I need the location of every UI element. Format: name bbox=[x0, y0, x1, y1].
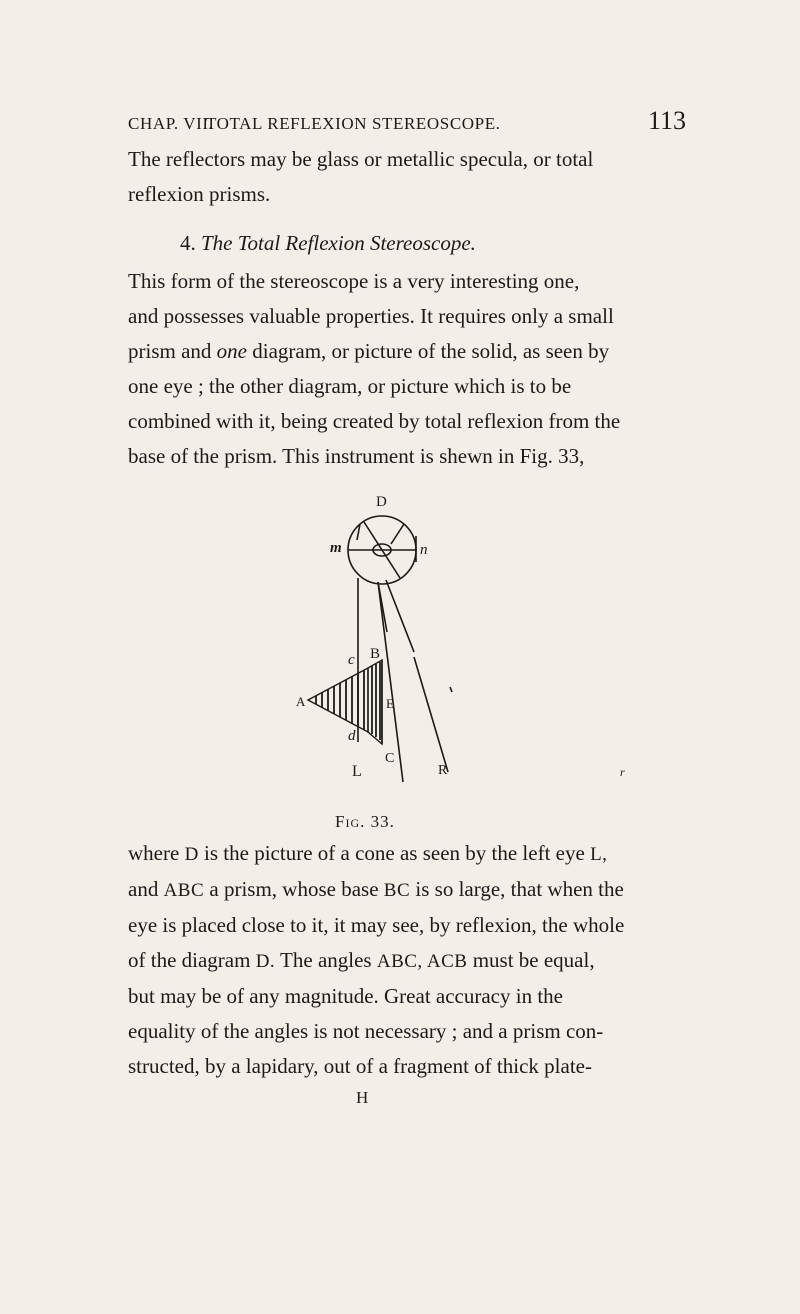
label-m: m bbox=[330, 540, 342, 556]
figure-caption: Fig. 33. bbox=[335, 812, 395, 831]
text-line: combined with it, being created by total reflexion from the bbox=[128, 409, 621, 433]
small-caps-angles: ABC, ACB bbox=[376, 951, 468, 972]
text-run: where bbox=[128, 841, 185, 865]
figure-33 bbox=[240, 482, 660, 802]
text-run: The angles bbox=[275, 948, 377, 972]
running-title: TOTAL REFLEXION STEREOSCOPE. bbox=[206, 114, 501, 133]
chapter-label: CHAP. VII. bbox=[128, 114, 214, 133]
text-run: a prism, whose base bbox=[204, 877, 384, 901]
stereoscope-diagram bbox=[240, 482, 660, 802]
signature-mark: H bbox=[356, 1088, 369, 1107]
text-run: is so large, that when the bbox=[410, 877, 624, 901]
running-header bbox=[128, 106, 686, 140]
text-line: and possesses valuable properties. It requires only a small bbox=[128, 304, 614, 328]
text-line: This form of the stereoscope is a very interesting one, bbox=[128, 269, 580, 293]
label-D: D bbox=[376, 494, 387, 510]
text-line bbox=[128, 334, 686, 369]
text-run: must be equal, bbox=[467, 948, 595, 972]
text-run: and bbox=[128, 877, 164, 901]
small-caps-ABC: ABC bbox=[163, 880, 205, 901]
text-run: is the picture of a cone as seen by the left eye bbox=[198, 841, 591, 865]
text-line: but may be of any magnitude. Great accuracy in the bbox=[128, 984, 563, 1008]
text-run: prism and bbox=[128, 339, 217, 363]
section-heading bbox=[180, 226, 476, 261]
emphasis-one: one bbox=[216, 339, 247, 363]
figure-labels bbox=[296, 494, 625, 780]
text-line: equality of the angles is not necessary ; and a prism con- bbox=[128, 1019, 604, 1043]
prism-abc bbox=[308, 660, 382, 744]
text-line bbox=[128, 943, 686, 979]
page-number: 113 bbox=[647, 106, 686, 135]
cone-picture bbox=[348, 516, 416, 584]
small-caps-L: L, bbox=[590, 844, 608, 865]
small-caps-D: D. bbox=[255, 951, 276, 972]
label-d: d bbox=[348, 728, 356, 744]
label-C: C bbox=[385, 751, 395, 766]
paragraph-stereoscope bbox=[128, 264, 686, 474]
text-run: diagram, or picture of the solid, as seen by bbox=[246, 339, 610, 363]
label-r: r bbox=[620, 765, 625, 779]
label-c: c bbox=[348, 652, 355, 668]
text-line: structed, by a lapidary, out of a fragment of thick plate- bbox=[128, 1054, 592, 1078]
text-line: reflexion prisms. bbox=[128, 182, 271, 206]
label-E: E bbox=[386, 696, 394, 711]
label-R: R bbox=[438, 763, 448, 778]
small-caps-BC: BC bbox=[383, 880, 411, 901]
text-run: of the diagram bbox=[128, 948, 256, 972]
small-caps-D: D bbox=[184, 844, 199, 865]
label-A: A bbox=[296, 694, 306, 709]
text-line: eye is placed close to it, it may see, by reflexion, the whole bbox=[128, 913, 625, 937]
text-line: The reflectors may be glass or metallic specula, or total bbox=[128, 147, 594, 171]
label-n: n bbox=[420, 542, 428, 558]
section-title: The Total Reflexion Stereoscope. bbox=[201, 231, 476, 255]
paragraph-reflectors bbox=[128, 142, 686, 212]
text-line bbox=[128, 836, 686, 872]
text-line: one eye ; the other diagram, or picture which is to be bbox=[128, 374, 572, 398]
text-line: base of the prism. This instrument is shewn in Fig. 33, bbox=[128, 444, 585, 468]
paragraph-cone-explanation bbox=[128, 836, 686, 1084]
section-number: 4. bbox=[180, 231, 196, 255]
label-L: L bbox=[352, 763, 362, 780]
label-B: B bbox=[370, 646, 381, 662]
text-line bbox=[128, 872, 686, 908]
